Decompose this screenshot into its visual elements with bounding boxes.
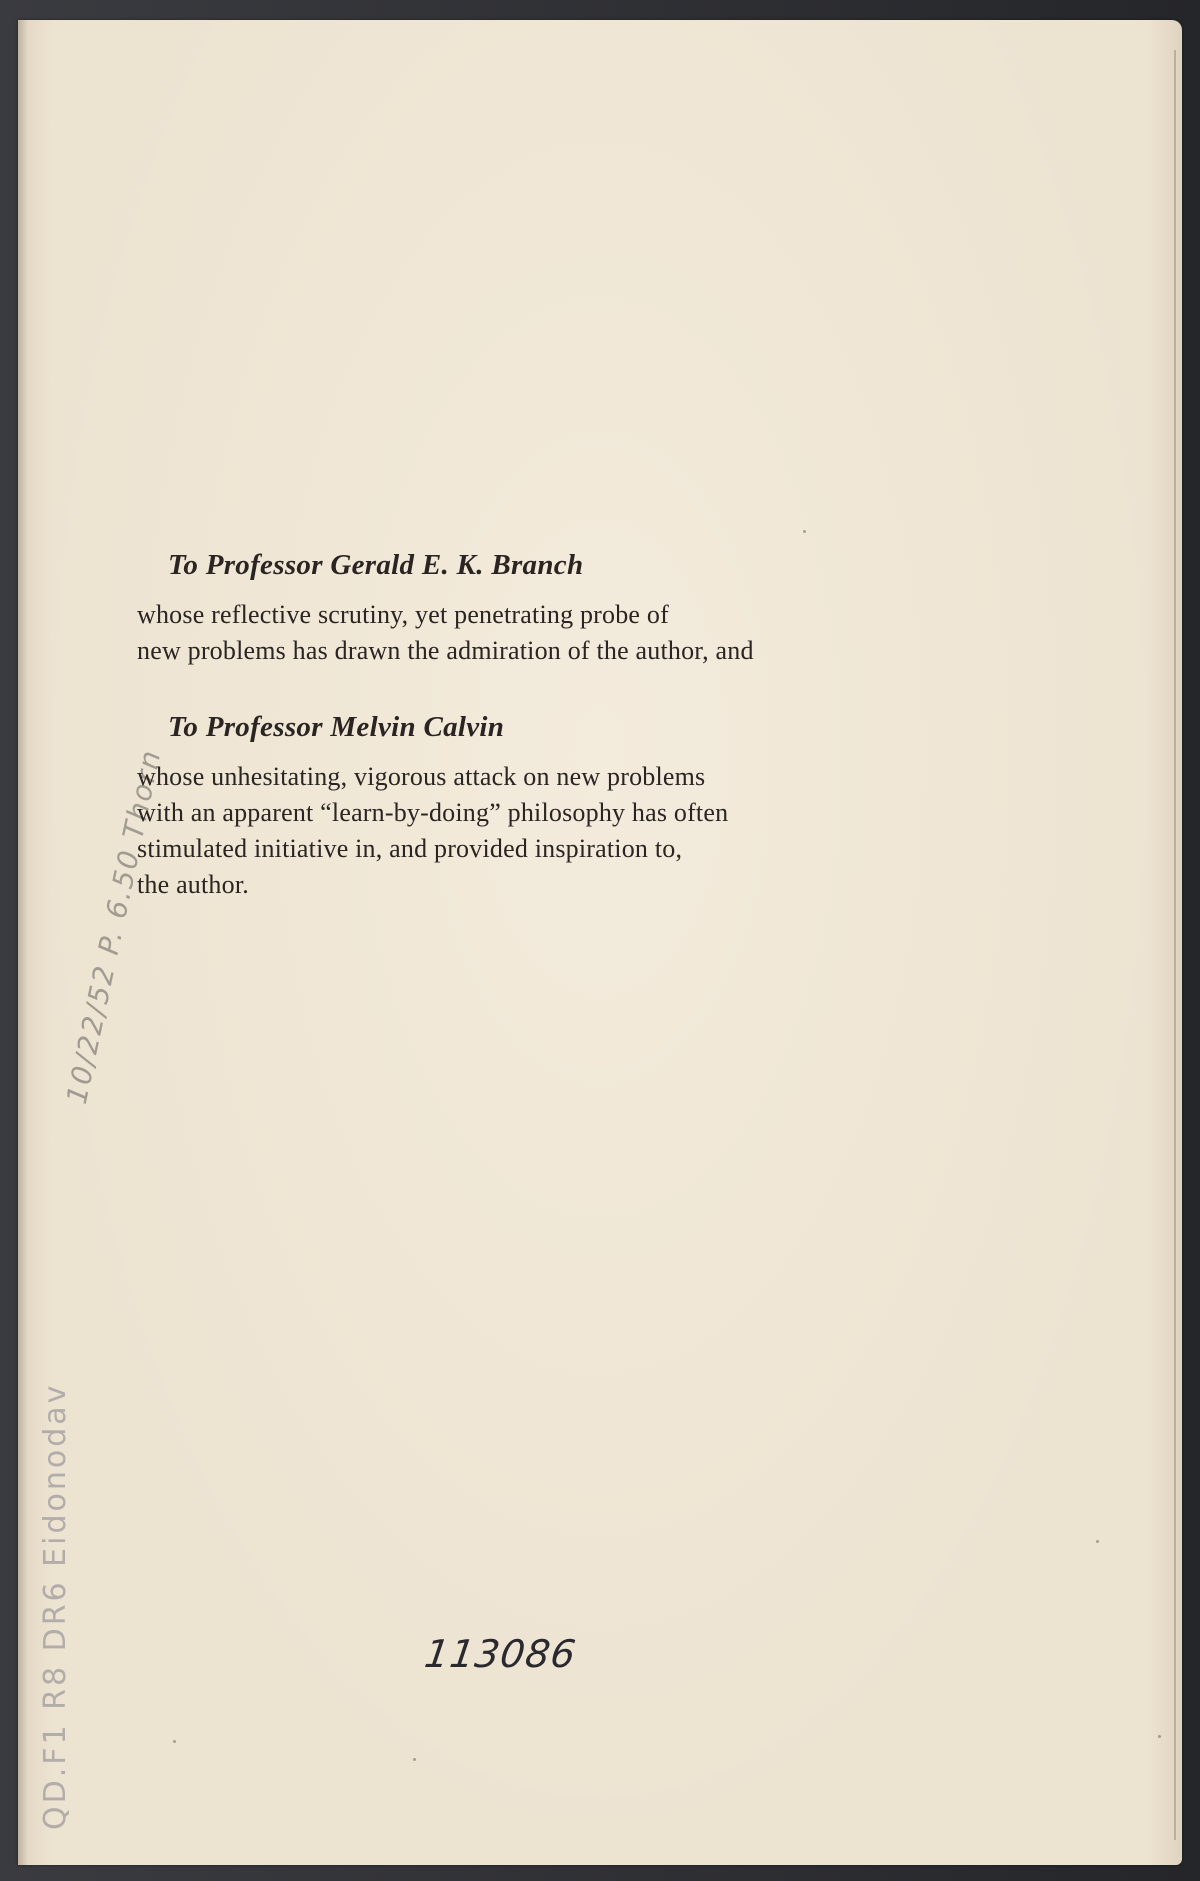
dedication-line: new problems has drawn the admiration of the author, and <box>137 636 754 665</box>
dedication-second <box>137 707 937 903</box>
dedication-body-branch <box>137 597 937 669</box>
dedication-heading-branch: To Professor Gerald E. K. Branch <box>168 549 584 581</box>
dedication-line: stimulated initiative in, and provided inspiration to, <box>137 834 683 863</box>
book-page <box>18 20 1182 1865</box>
dedication-heading-calvin: To Professor Melvin Calvin <box>168 711 505 743</box>
dedication-spacer <box>137 669 937 707</box>
handwritten-accession-number: 113086 <box>421 1632 580 1676</box>
dedication-body-calvin <box>137 759 937 903</box>
dedication-line: with an apparent “learn-by-doing” philosophy has often <box>137 798 729 827</box>
dedication-line: whose reflective scrutiny, yet penetrating probe of <box>137 600 669 629</box>
paper-speck <box>1158 1735 1161 1738</box>
page-right-edge <box>1174 50 1176 1840</box>
paper-speck <box>1096 1540 1099 1543</box>
dedication-line: the author. <box>137 870 249 899</box>
dedication-block <box>137 545 937 903</box>
paper-speck <box>413 1758 416 1761</box>
paper-speck <box>803 530 806 533</box>
paper-speck <box>173 1740 176 1743</box>
spine-call-number-label: QD.F1 R8 DR6 Eidonodav <box>38 1382 73 1830</box>
margin-pencil-note: 10/22/52 P. 6.50 Thorn <box>60 745 168 1107</box>
dedication-line: whose unhesitating, vigorous attack on new problems <box>137 762 706 791</box>
dedication-first <box>137 545 937 669</box>
page-gutter-shadow <box>18 20 28 1865</box>
